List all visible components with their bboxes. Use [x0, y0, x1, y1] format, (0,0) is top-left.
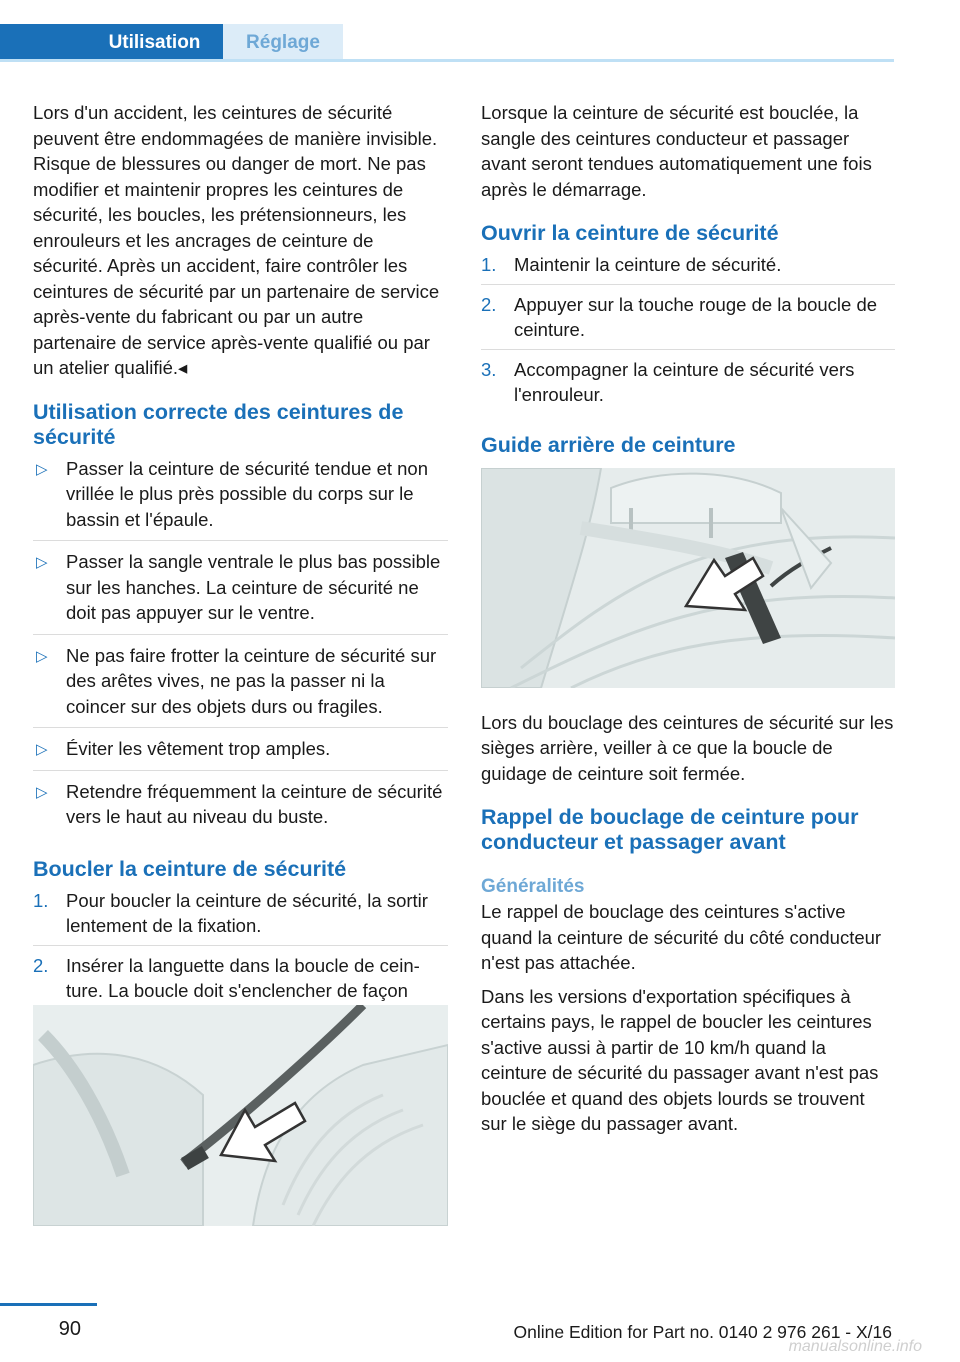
step-item: 1. Maintenir la ceinture de sécurité.: [481, 252, 895, 285]
edition-info: Online Edition for Part no. 0140 2 976 261 - X/16: [513, 1322, 892, 1342]
page-number: 90: [58, 1318, 81, 1340]
heading-open-belt: Ouvrir la ceinture de sécurité: [481, 221, 779, 245]
rear-guide-text: Lors du bouclage des ceintures de sécurité sur les sièges arrière, veiller à ce que la boucle de guidage de ceinture soit fermée.: [481, 711, 894, 784]
seat-illustration: [33, 1005, 448, 1226]
tab-utilisation[interactable]: Utilisation: [0, 24, 223, 62]
heading-correct-use: Utilisation correcte des ceintures de sécurité: [33, 399, 404, 449]
step-item: 1. Pour boucler la ceinture de sécurité, la sortir lentement de la fixation.: [33, 888, 448, 946]
figure-rear-belt-guide: [481, 468, 895, 688]
list-item: ▷ Ne pas faire frotter la ceinture de sécurité sur des arêtes vives, ne pas la passer ni la coincer sur des objets durs ou fragiles.: [33, 643, 448, 729]
correct-use-list: [33, 456, 448, 838]
heading-fasten-belt: Boucler la ceinture de sécurité: [33, 856, 347, 881]
heading-general: Généralités: [481, 876, 585, 897]
triangle-bullet-icon: ▷: [36, 783, 48, 801]
step-item: 2. Insérer la languette dans la boucle de ceinture. La boucle doit s'enclencher de façon: [33, 954, 420, 1001]
triangle-bullet-icon: ▷: [36, 741, 48, 758]
accident-warning-text: Lors d'un accident, les ceintures de sécurité peuvent être endommagées de manière invisible. Risque de blessures ou danger de mort. Ne pas modifier et maintenir propres les ceintures de sécurité, les boucles, les prétensionneurs, les enrouleurs et les ancrages de ceinture de sécurité. Après un accident, faire contrôler les ceintures de sécurité par un partenaire de service après-vente du fabricant ou par un autre partenaire de service après-vente qualifié ou par un atelier qualifié.◂: [33, 102, 440, 378]
heading-rear-guide: Guide arrière de ceinture: [481, 432, 736, 457]
figure-buckle-insertion: [33, 1005, 448, 1226]
step-item: 3. Accompagner la ceinture de sécurité vers l'enrouleur.: [481, 358, 855, 405]
triangle-bullet-icon: ▷: [36, 460, 48, 478]
left-column: [33, 100, 448, 1042]
rear-seat-illustration: [481, 468, 895, 688]
watermark: manualsonline.info: [788, 1338, 922, 1355]
triangle-bullet-icon: ▷: [36, 647, 48, 665]
list-item: ▷ Retendre fréquemment la ceinture de sécurité vers le haut au niveau du buste.: [36, 780, 443, 827]
heading-belt-reminder: Rappel de bouclage de ceinture pour conducteur et passager avant: [481, 805, 859, 854]
footer-rule: [0, 1303, 97, 1306]
tab-reglage[interactable]: Réglage: [223, 24, 343, 59]
chapter-tab-bar: [0, 24, 894, 62]
auto-tension-text: Lorsque la ceinture de sécurité est bouclée, la sangle des ceintures conducteur et passager avant seront tendues automatiquement une fois après le démarrage.: [481, 102, 872, 200]
list-item: ▷ Passer la ceinture de sécurité tendue et non vrillée le plus près possible du corps sur le bassin et l'épaule.: [33, 456, 448, 542]
triangle-bullet-icon: ▷: [36, 554, 48, 571]
tab-underline: [0, 59, 894, 62]
open-steps-list: [481, 252, 895, 414]
general-text-2: Dans les versions d'exportation spécifiques à certains pays, le rappel de boucler les ceintures s'active aussi à partir de 10 km/h quand la ceinture de sécurité du passager avant n'est pas bouclée et quand des objets lourds se trouvent sur le siège du passager avant.: [481, 985, 879, 1134]
list-item: ▷ Passer la sangle ventrale le plus bas possible sur les hanches. La ceinture de sécurité ne doit pas appuyer sur le ventre.: [33, 549, 448, 635]
list-item: ▷ Éviter les vêtement trop amples.: [33, 736, 448, 771]
general-text-1: Le rappel de bouclage des ceintures s'active quand la ceinture de sécurité du côté conducteur n'est pas attachée.: [481, 901, 882, 973]
step-item: 2. Appuyer sur la touche rouge de la boucle de ceinture.: [481, 292, 895, 350]
